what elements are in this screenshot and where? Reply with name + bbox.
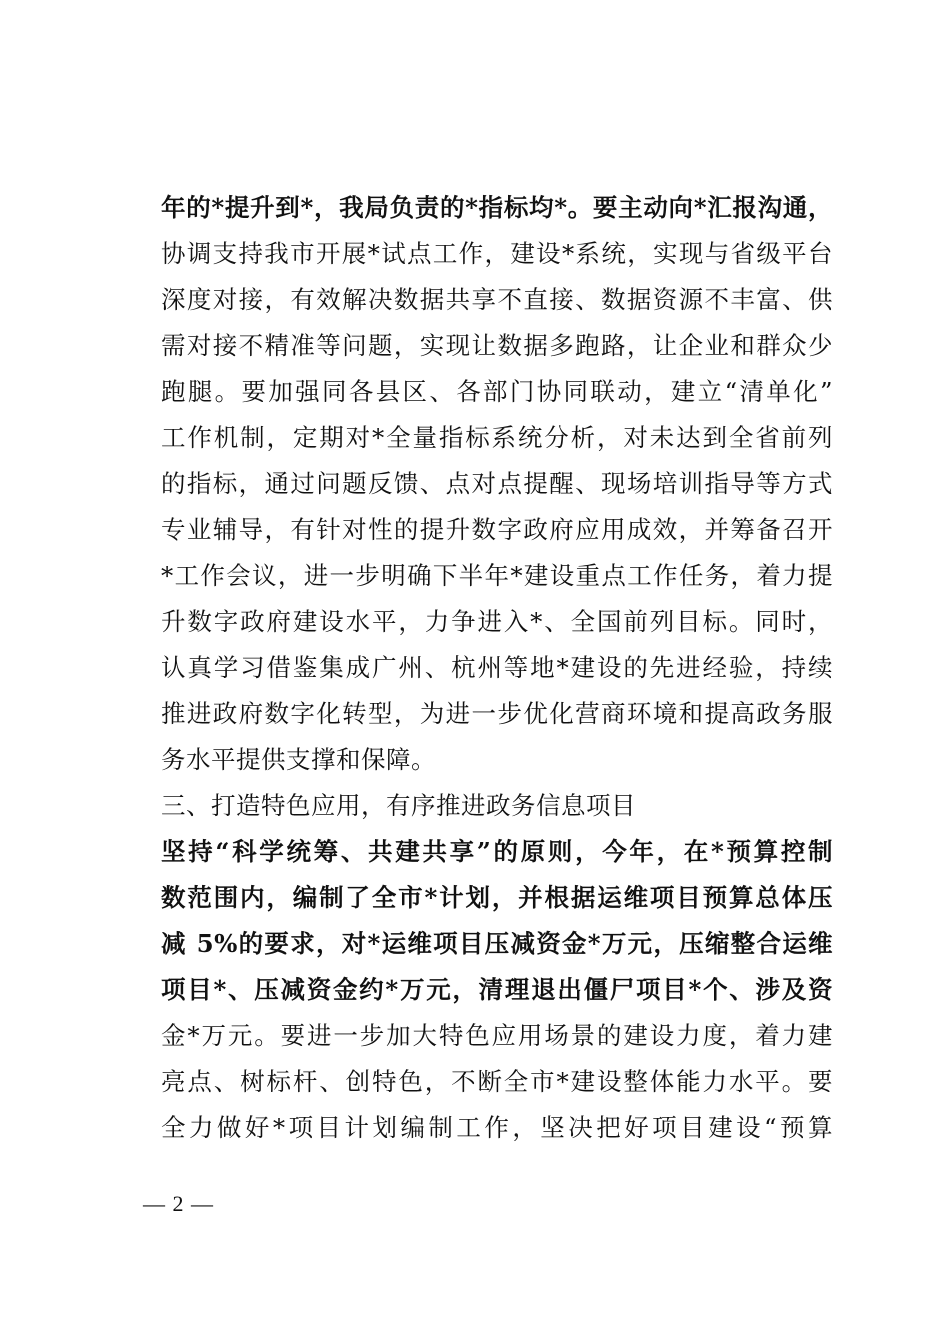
bold-text: 年的*提升到*，我局负责的*指标均*。要主动向*汇报沟通， bbox=[161, 193, 833, 222]
text-line: 协调支持我市开展*试点工作，建设*系统，实现与省级平台 bbox=[161, 239, 833, 268]
bold-text-line: 减 5%的要求，对*运维项目压减资金*万元，压缩整合运维 bbox=[161, 929, 833, 958]
text-line: 升数字政府建设水平，力争进入*、全国前列目标。同时， bbox=[161, 607, 833, 636]
text-line: *工作会议，进一步明确下半年*建设重点工作任务，着力提 bbox=[161, 561, 833, 590]
text-line bbox=[161, 185, 833, 231]
text-line: 深度对接，有效解决数据共享不直接、数据资源不丰富、供 bbox=[161, 285, 833, 314]
text-line: 的指标，通过问题反馈、点对点提醒、现场培训指导等方式 bbox=[161, 469, 833, 498]
text-line: 推进政府数字化转型，为进一步优化营商环境和提高政务服 bbox=[161, 699, 833, 728]
bold-text-line: 坚持“科学统筹、共建共享”的原则，今年，在*预算控制 bbox=[161, 837, 833, 866]
text-line: 需对接不精准等问题，实现让数据多跑路，让企业和群众少 bbox=[161, 331, 833, 360]
text-line: 务水平提供支撑和保障。 bbox=[161, 745, 436, 774]
text-line: 工作机制，定期对*全量指标系统分析，对未达到全省前列 bbox=[161, 423, 833, 452]
text-line: 金*万元。要进一步加大特色应用场景的建设力度，着力建 bbox=[161, 1021, 833, 1050]
text-line: 认真学习借鉴集成广州、杭州等地*建设的先进经验，持续 bbox=[161, 653, 833, 682]
text-line: 跑腿。要加强同各县区、各部门协同联动，建立“清单化” bbox=[161, 377, 833, 406]
bold-text-line: 项目*、压减资金约*万元，清理退出僵尸项目*个、涉及资 bbox=[161, 975, 833, 1004]
text-line: 全力做好*项目计划编制工作，坚决把好项目建设“预算 bbox=[161, 1113, 833, 1142]
text-line: 专业辅导，有针对性的提升数字政府应用成效，并筹备召开 bbox=[161, 515, 833, 544]
bold-text-line: 数范围内，编制了全市*计划，并根据运维项目预算总体压 bbox=[161, 883, 833, 912]
text-line: 亮点、树标杆、创特色，不断全市*建设整体能力水平。要 bbox=[161, 1067, 833, 1096]
section-heading: 三、打造特色应用，有序推进政务信息项目 bbox=[161, 791, 636, 820]
page-number: — 2 — bbox=[143, 1191, 214, 1216]
